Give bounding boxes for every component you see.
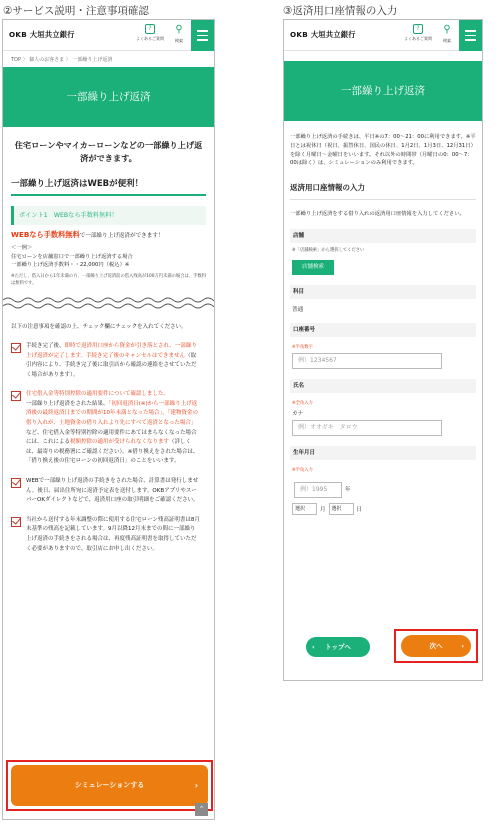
birthdate-label: 生年月日 bbox=[290, 446, 476, 460]
day-unit: 日 bbox=[356, 506, 363, 513]
faq-link[interactable]: ? よくあるご質問 bbox=[404, 25, 432, 41]
free-line: WEBなら手数料無料で一部繰り上げ返済ができます！ bbox=[11, 230, 164, 239]
subject-label: 科目 bbox=[290, 285, 476, 299]
chevron-left-icon: ‹ bbox=[312, 643, 315, 651]
kana-label: カナ bbox=[292, 410, 304, 417]
birth-year-input[interactable]: 例）1995 bbox=[294, 482, 342, 498]
birth-month-select[interactable]: 選択 bbox=[292, 503, 317, 515]
screen-account-input bbox=[283, 19, 483, 681]
bank-logo[interactable]: OKB 大垣共立銀行 bbox=[9, 30, 75, 39]
caption-service-description: ②サービス説明・注意事項確認 bbox=[3, 5, 149, 17]
page-title: 一部繰り上げ返済 bbox=[3, 67, 214, 127]
screen-service-description bbox=[2, 19, 215, 820]
lead-text: 住宅ローンやマイカーローンなどの一部繰り上げ返済ができます。 bbox=[14, 140, 203, 163]
caption-account-input: ③返済用口座情報の入力 bbox=[283, 5, 398, 17]
hamburger-icon[interactable] bbox=[191, 20, 214, 51]
check-item-4: 当社から送付する年末調整の際に使用する住宅ローン残高証明書は8月末基準の残高を記載しています。9月以降12月末までの間に一部繰り上げ返済の手続きをされる場合は、再度残高証明書を取得していただく必要がありますので、取引店にお申し出ください。 bbox=[11, 516, 206, 554]
section-title: 一部繰り上げ返済はWEBが便利！ bbox=[11, 177, 206, 196]
checkbox-checked[interactable] bbox=[11, 343, 21, 353]
page-title: 一部繰り上げ返済 bbox=[284, 61, 482, 121]
account-number-input[interactable]: 例）1234567 bbox=[292, 353, 442, 369]
check-item-2: 住宅借入金等特別控除の適用要件について確認しました。 一部繰り上げ返済をされた結果、「初回返済日(※)から一部繰り上げ返済後の最終返済日までの期間が10年未満となった場合」、「建物資金の借り入れが、土地資金の借り入れより先にすべて返済となった場合」など、住宅借入金等特別控除の適用要件にあてはまらなくなった場合には、これによる税額控除の適用が受けられなくなります（詳しくは、最寄りの税務署にご確認ください）。※借り換えをされた場合は、「借り換え後の住宅ローンの初回返済日」のことをいいます。 bbox=[11, 390, 206, 467]
instructions-text: 以下の注意事項を確認の上、チェック欄にチェックを入れてください。 bbox=[11, 323, 187, 330]
branch-label: 店舗 bbox=[290, 229, 476, 243]
birthdate-hint: ※半角入力 bbox=[292, 467, 313, 473]
simulation-button-highlight bbox=[6, 760, 213, 811]
faq-link[interactable]: ? よくあるご質問 bbox=[136, 25, 164, 41]
kana-input[interactable]: 例）オオガキ タロウ bbox=[292, 420, 442, 436]
account-number-hint: ※半角数字 bbox=[292, 344, 313, 350]
question-box-icon: ? bbox=[145, 24, 155, 34]
magnifier-icon: ⚲ bbox=[443, 24, 451, 35]
top-button[interactable]: ‹ トップへ bbox=[306, 637, 370, 657]
check-item-3: WEBで一部繰り上げ返済の手続きをされた場合、計算書は発行しません。後日、届出住所宛に返済予定表を送付します。OKBアプリやスーパーOKダイレクトなどで、返済用口座の取引明細をご確認ください。 bbox=[11, 477, 206, 506]
month-unit: 月 bbox=[320, 506, 326, 513]
checkbox-checked[interactable] bbox=[11, 391, 21, 401]
site-header bbox=[284, 20, 482, 51]
point-bar: ポイント1 WEBなら手数料無料！ bbox=[11, 206, 206, 225]
question-box-icon: ? bbox=[413, 24, 423, 34]
bottom-nav bbox=[290, 629, 476, 664]
section-description: 一部繰り上げ返済をする借り入れの返済用口座情報を入力してください。 bbox=[290, 211, 465, 218]
simulation-button[interactable]: シミュレーションする › bbox=[11, 765, 208, 806]
account-number-label: 口座番号 bbox=[290, 323, 476, 337]
hamburger-icon[interactable] bbox=[459, 20, 482, 51]
search-link[interactable]: ⚲ 検索 bbox=[443, 24, 451, 43]
example-text: ＜一例＞ 住宅ローンを店舗窓口で一部繰り上げ返済する場合 一部繰り上げ返済手数料・・22,000円（税込）※ bbox=[11, 245, 133, 268]
subject-value: 普通 bbox=[292, 306, 304, 313]
bank-logo[interactable]: OKB 大垣共立銀行 bbox=[290, 30, 356, 39]
branch-search-button[interactable]: 店舗検索 bbox=[292, 260, 334, 275]
check-item-1: 手続き完了後、即時で返済用口座から資金が引き落とされ、一部繰り上げ返済が完了します。手続き完了後のキャンセルはできません（取引内容により、手続き完了後に取引店から確認の連絡をさせていただく場合があります）。 bbox=[11, 342, 206, 380]
checkbox-checked[interactable] bbox=[11, 517, 21, 527]
branch-note: ※「店舗検索」から選択してください bbox=[292, 247, 365, 253]
name-label: 氏名 bbox=[290, 379, 476, 393]
year-unit: 年 bbox=[345, 486, 351, 493]
hours-text: 一部繰り上げ返済の手続きは、平日※の7：00〜21：00に利用できます。※平日とは祝休日（祝日、振替休日、国民の休日、1月2日、1月3日、12月31日）を除く月曜日〜金曜日をいいます。それ以外の時間帯（月曜日の0：00〜7：00は除く）は、シミュレーションのみ利用できます。 bbox=[290, 134, 476, 167]
next-button[interactable]: 次へ › bbox=[401, 635, 471, 657]
next-button-highlight bbox=[394, 629, 478, 663]
magnifier-icon: ⚲ bbox=[175, 24, 183, 35]
birth-day-select[interactable]: 選択 bbox=[329, 503, 354, 515]
example-note: ※ただし、借入日から1年未満の方、一部繰り上げ返済前の借入残高が100万円未満の場合は、手数料は無料です。 bbox=[11, 273, 207, 286]
wave-divider bbox=[3, 295, 215, 311]
site-header bbox=[3, 20, 214, 51]
chevron-right-icon: › bbox=[461, 642, 464, 650]
name-hint: ※全角入力 bbox=[292, 400, 313, 406]
section-title: 返済用口座情報の入力 bbox=[290, 182, 476, 200]
search-link[interactable]: ⚲ 検索 bbox=[175, 24, 183, 43]
up-chevron-icon[interactable]: ⌃ bbox=[195, 803, 208, 816]
checkbox-checked[interactable] bbox=[11, 478, 21, 488]
breadcrumb[interactable]: TOP 〉 個人のお客さま 〉 一部繰り上げ返済 bbox=[11, 57, 113, 63]
chevron-right-icon: › bbox=[194, 781, 198, 790]
